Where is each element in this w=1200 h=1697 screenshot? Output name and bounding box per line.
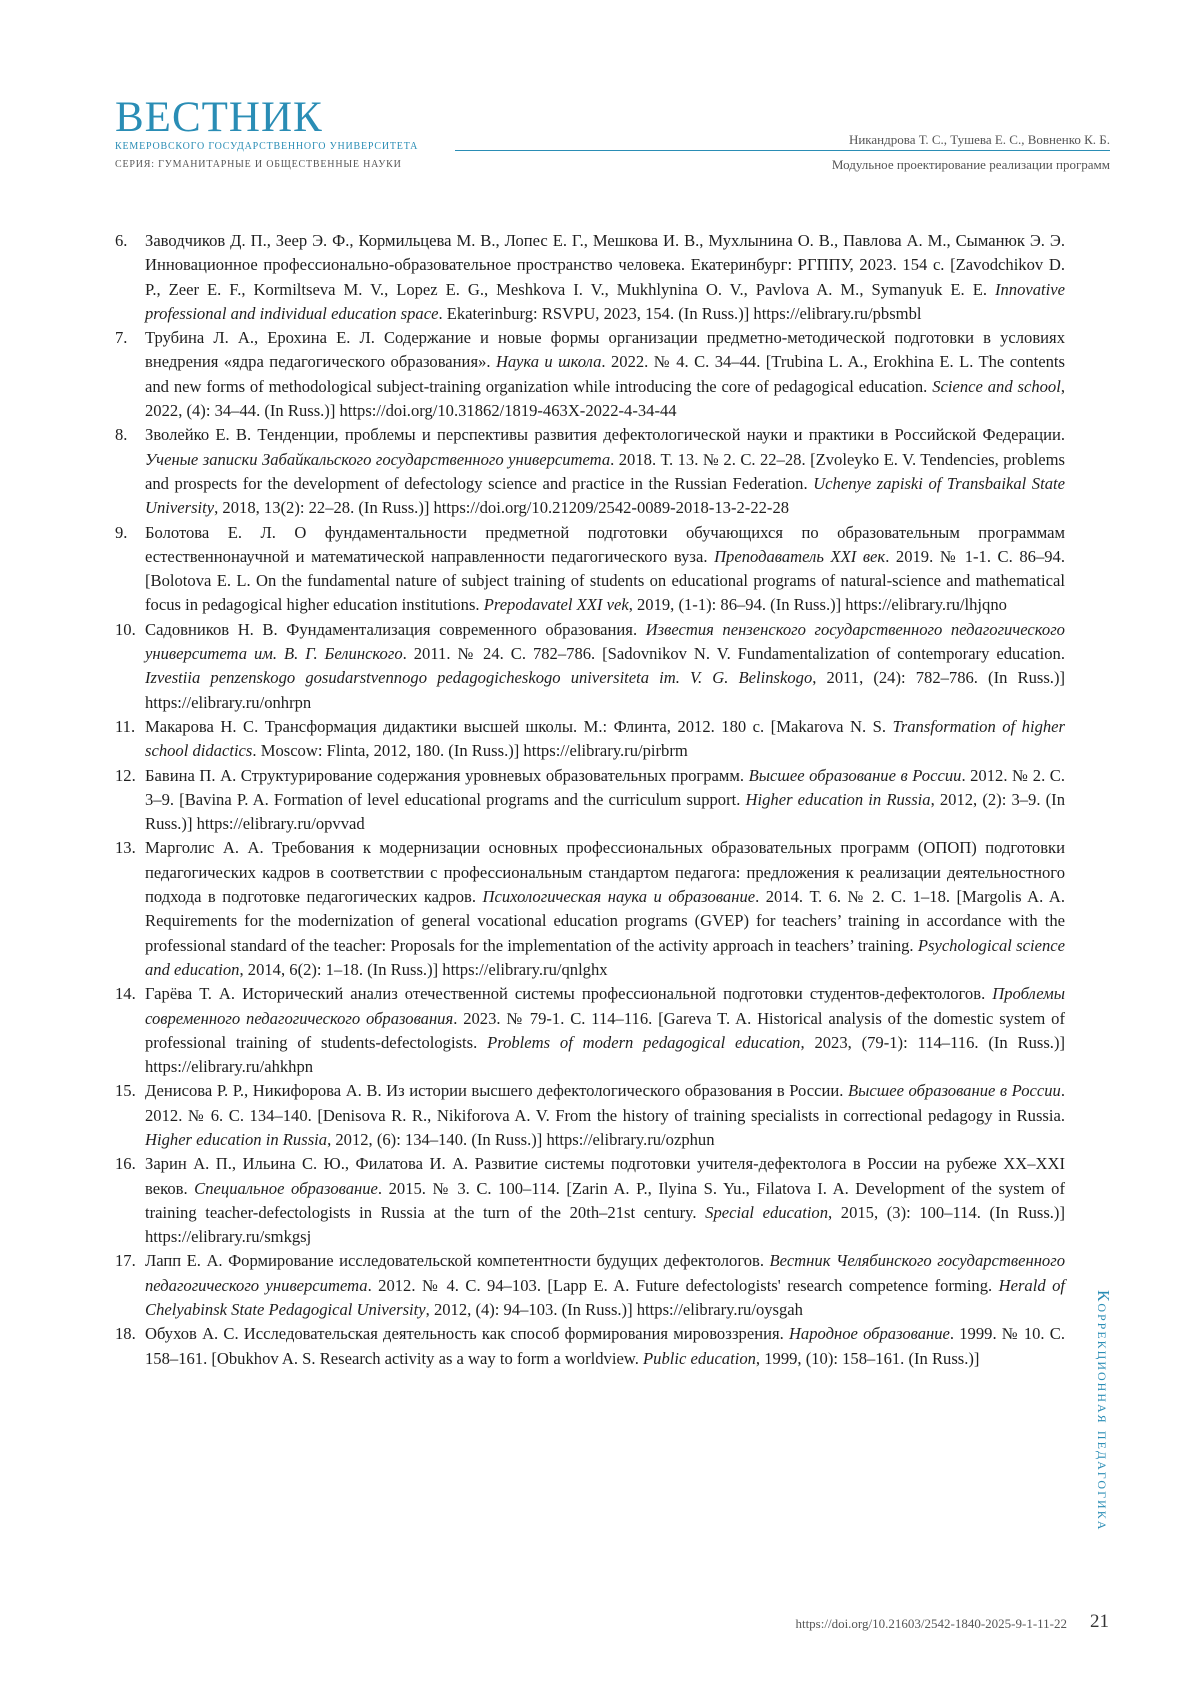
reference-number: 17. bbox=[115, 1251, 136, 1271]
reference-source-italic: Известия пензенского государственного педагогического университета им. В. Г. Белинского bbox=[145, 619, 1065, 664]
reference-text: , 2019, (1-1): 86–94. (In Russ.)] https://elibrary.ru/lhjqno bbox=[628, 595, 1007, 615]
reference-text: Бавина П. А. Структурирование содержания уровневых образовательных программ. bbox=[145, 765, 749, 785]
reference-text: . Ekaterinburg: RSVPU, 2023, 154. (In Russ.)] https://elibrary.ru/pbsmbl bbox=[438, 303, 922, 323]
reference-text: , 2015, (3): 100–114. (In Russ.)] https://elibrary.ru/smkgsj bbox=[145, 1202, 1065, 1247]
reference-text: , 2014, 6(2): 1–18. (In Russ.)] https://elibrary.ru/qnlghx bbox=[239, 959, 608, 979]
reference-source-italic: Science and school bbox=[932, 376, 1061, 396]
reference-source-italic: Ученые записки Забайкальского государственного университета bbox=[145, 449, 611, 469]
reference-item bbox=[115, 1249, 1065, 1322]
reference-item bbox=[115, 423, 1065, 520]
reference-text: Гарёва Т. А. Исторический анализ отечественной системы профессиональной подготовки студентов-дефектологов. bbox=[145, 984, 993, 1004]
reference-number: 14. bbox=[115, 984, 136, 1004]
reference-list bbox=[115, 229, 1065, 1371]
reference-source-italic: Наука и школа bbox=[495, 352, 602, 372]
reference-source-italic: Проблемы современного педагогического образования bbox=[145, 984, 1065, 1028]
reference-source-italic: Специальное образование bbox=[194, 1178, 378, 1198]
reference-text: Трубина Л. А., Ерохина Е. Л. Содержание и новые формы организации предметно-методической подготовки в условиях внедрения «ядра педагогического образования». bbox=[145, 328, 1065, 372]
page-number: 21 bbox=[1090, 1611, 1109, 1632]
reference-text: Марголис А. А. Требования к модернизации основных профессиональных образовательных программ (ОПОП) подготовки педагогических кадров в соответствии с профессиональным стандартом педагога: предложения к реализации деятельностного подхода в подготовке педагогических кадров. bbox=[145, 838, 1065, 907]
reference-text: . 1999. № 10. С. 158–161. [Obukhov A. S. Research activity as a way to form a worldview. bbox=[145, 1324, 1065, 1368]
reference-source-italic: Uchenye zapiski of Transbaikal State University bbox=[145, 473, 1065, 518]
reference-number: 10. bbox=[115, 619, 136, 639]
header-authors: Никандрова Т. С., Тушева Е. С., Вовненко К. Б. bbox=[848, 132, 1110, 147]
reference-text: , 2022, (4): 34–44. (In Russ.)] https://doi.org/10.31862/1819-463X-2022-4-34-44 bbox=[145, 376, 1065, 421]
reference-source-italic: Психологическая наука и образование bbox=[482, 887, 756, 907]
reference-source-italic: Herald of Chelyabinsk State Pedagogical University bbox=[145, 1275, 1065, 1320]
reference-text: Зволейко Е. В. Тенденции, проблемы и перспективы развития дефектологической науки и практики в Российской Федерации. bbox=[145, 425, 1065, 445]
reference-text: Зарин А. П., Ильина С. Ю., Филатова И. А. Развитие системы подготовки учителя-дефектолога в России на рубеже XX–XXI веков. bbox=[145, 1154, 1065, 1198]
reference-source-italic: Преподаватель XXI век bbox=[714, 546, 886, 566]
reference-item bbox=[115, 764, 1065, 837]
reference-source-italic: Higher education in Russia bbox=[145, 1129, 328, 1149]
reference-text: . Moscow: Flinta, 2012, 180. (In Russ.)] https://elibrary.ru/pirbrm bbox=[252, 741, 688, 761]
reference-source-italic: Izvestiia penzenskogo gosudarstvennogo pedagogicheskogo universiteta im. V. G. Belinskogo bbox=[145, 668, 813, 688]
reference-item bbox=[115, 521, 1065, 618]
reference-text: . 2014. Т. 6. № 2. С. 1–18. [Margolis A. A. Requirements for the modernization of general vocational education programs (GVEP) for teachers’ training in accordance with the professional standard of the teacher: Proposals for the implementation of the activity approach in teachers’ training. bbox=[145, 887, 1065, 955]
reference-text: , 1999, (10): 158–161. (In Russ.)] bbox=[755, 1348, 980, 1368]
reference-text: Обухов А. С. Исследовательская деятельность как способ формирования мировоззрения. bbox=[145, 1324, 789, 1344]
reference-text: Лапп Е. А. Формирование исследовательской компетентности будущих дефектологов. bbox=[145, 1251, 770, 1271]
reference-item bbox=[115, 1079, 1065, 1152]
reference-source-italic: Народное образование bbox=[788, 1324, 950, 1344]
reference-text: Макарова Н. С. Трансформация дидактики высшей школы. М.: Флинта, 2012. 180 с. [Makarova N. S. bbox=[145, 716, 893, 736]
journal-logo-title: ВЕСТНИК bbox=[115, 94, 323, 141]
reference-source-italic: Высшее образование в России bbox=[847, 1081, 1061, 1101]
reference-text: Заводчиков Д. П., Зеер Э. Ф., Кормильцева М. В., Лопес Е. Г., Мешкова И. В., Мухлынина О. В., Павлова А. М., Сыманюк Э. Э. Инновационное профессионально-образовательное пространство человека. Екатеринбург: РГППУ, 2023. 154 с. [Zavodchikov D. P., Zeer E. F., Kormiltseva M. V., Lopez E. G., Meshkova I. V., Mukhlynina O. V., Pavlova A. M., Symanyuk E. E. bbox=[145, 231, 1065, 299]
reference-item bbox=[115, 982, 1065, 1079]
reference-text: . 2015. № 3. С. 100–114. [Zarin A. P., Ilyina S. Yu., Filatova I. A. Development of the system of training teacher-defectologists in Russia at the turn of the 20th–21st century. bbox=[145, 1178, 1065, 1222]
reference-item bbox=[115, 1322, 1065, 1371]
reference-text: , 2023, (79-1): 114–116. (In Russ.)] https://elibrary.ru/ahkhpn bbox=[145, 1032, 1065, 1077]
journal-logo-subtitle: КЕМЕРОВСКОГО ГОСУДАРСТВЕННОГО УНИВЕРСИТЕТА bbox=[115, 141, 419, 152]
side-section-title: Коррекционная педагогика bbox=[1094, 1290, 1113, 1532]
reference-number: 11. bbox=[115, 716, 136, 736]
reference-text: . 2012. № 2. С. 3–9. [Bavina P. A. Formation of level educational programs and the curriculum support. bbox=[145, 765, 1066, 809]
reference-text: , 2012, (4): 94–103. (In Russ.)] https://elibrary.ru/oysgah bbox=[425, 1300, 803, 1320]
reference-item bbox=[115, 836, 1065, 982]
reference-text: . 2011. № 24. С. 782–786. [Sadovnikov N. V. Fundamentalization of contemporary education. bbox=[402, 644, 1066, 664]
reference-number: 8. bbox=[115, 425, 128, 445]
reference-text: . 2019. № 1-1. С. 86–94. [Bolotova E. L. On the fundamental nature of subject training of students on educational programs of natural-science and mathematical focus in pedagogical higher education institutions. bbox=[145, 546, 1065, 615]
journal-logo-series: СЕРИЯ: ГУМАНИТАРНЫЕ И ОБЩЕСТВЕННЫЕ НАУКИ bbox=[115, 159, 402, 170]
reference-text: , 2012, (2): 3–9. (In Russ.)] https://elibrary.ru/opvvad bbox=[145, 789, 1065, 834]
reference-text: , 2012, (6): 134–140. (In Russ.)] https://elibrary.ru/ozphun bbox=[327, 1129, 715, 1149]
reference-text: Садовников Н. В. Фундаментализация современного образования. bbox=[145, 619, 646, 639]
reference-item bbox=[115, 618, 1065, 715]
header-article-title: Модульное проектирование реализации программ bbox=[831, 157, 1110, 172]
reference-source-italic: Prepodavatel XXI vek bbox=[483, 595, 629, 615]
reference-number: 12. bbox=[115, 765, 136, 785]
reference-source-italic: Psychological science and education bbox=[145, 935, 1065, 979]
reference-text: , 2011, (24): 782–786. (In Russ.)] https://elibrary.ru/onhrpn bbox=[145, 668, 1066, 712]
reference-text: . 2023. № 79-1. С. 114–116. [Gareva T. A. Historical analysis of the domestic system of professional training of students-defectologists. bbox=[145, 1008, 1065, 1052]
reference-source-italic: Public education bbox=[643, 1348, 756, 1368]
reference-source-italic: Transformation of higher school didactics bbox=[145, 716, 1065, 761]
reference-source-italic: Высшее образование в России bbox=[748, 765, 962, 785]
reference-text: Болотова Е. Л. О фундаментальности предметной подготовки обучающихся по образовательным программам естественнонаучной и математической направленности педагогического вуза. bbox=[145, 522, 1065, 566]
header-rule bbox=[455, 150, 1110, 151]
reference-number: 16. bbox=[115, 1154, 136, 1174]
reference-text: Денисова Р. Р., Никифорова А. В. Из истории высшего дефектологического образования в России. bbox=[145, 1081, 848, 1101]
reference-item bbox=[115, 326, 1065, 423]
reference-number: 9. bbox=[115, 522, 128, 542]
reference-item bbox=[115, 1152, 1065, 1249]
reference-text: . 2022. № 4. С. 34–44. [Trubina L. A., Erokhina E. L. The contents and new forms of methodological subject-training organization while introducing the core of pedagogical education. bbox=[145, 352, 1065, 396]
reference-source-italic: Innovative professional and individual education space bbox=[145, 279, 1065, 323]
reference-number: 18. bbox=[115, 1324, 136, 1344]
reference-number: 6. bbox=[115, 231, 128, 250]
reference-source-italic: Problems of modern pedagogical education bbox=[487, 1032, 801, 1052]
reference-number: 7. bbox=[115, 328, 128, 348]
footer-doi[interactable]: https://doi.org/10.21603/2542-1840-2025-9-1-11-22 bbox=[795, 1616, 1067, 1631]
reference-source-italic: Higher education in Russia bbox=[745, 789, 931, 809]
reference-text: . 2012. № 6. С. 134–140. [Denisova R. R., Nikiforova A. V. From the history of training specialists in correctional pedagogy in Russia. bbox=[145, 1081, 1065, 1125]
reference-text: , 2018, 13(2): 22–28. (In Russ.)] https://doi.org/10.21209/2542-0089-2018-13-2-22-28 bbox=[214, 498, 790, 518]
reference-number: 13. bbox=[115, 838, 136, 858]
reference-source-italic: Вестник Челябинского государственного педагогического университета bbox=[145, 1251, 1065, 1295]
reference-text: . 2018. Т. 13. № 2. С. 22–28. [Zvoleyko E. V. Tendencies, problems and prospects for the development of defectology science and practice in the Russian Federation. bbox=[145, 449, 1066, 493]
reference-source-italic: Special education bbox=[705, 1202, 829, 1222]
reference-text: . 2012. № 4. С. 94–103. [Lapp E. A. Future defectologists' research competence forming. bbox=[367, 1275, 999, 1295]
reference-number: 15. bbox=[115, 1081, 136, 1101]
reference-item bbox=[115, 229, 1065, 326]
reference-item bbox=[115, 715, 1065, 764]
